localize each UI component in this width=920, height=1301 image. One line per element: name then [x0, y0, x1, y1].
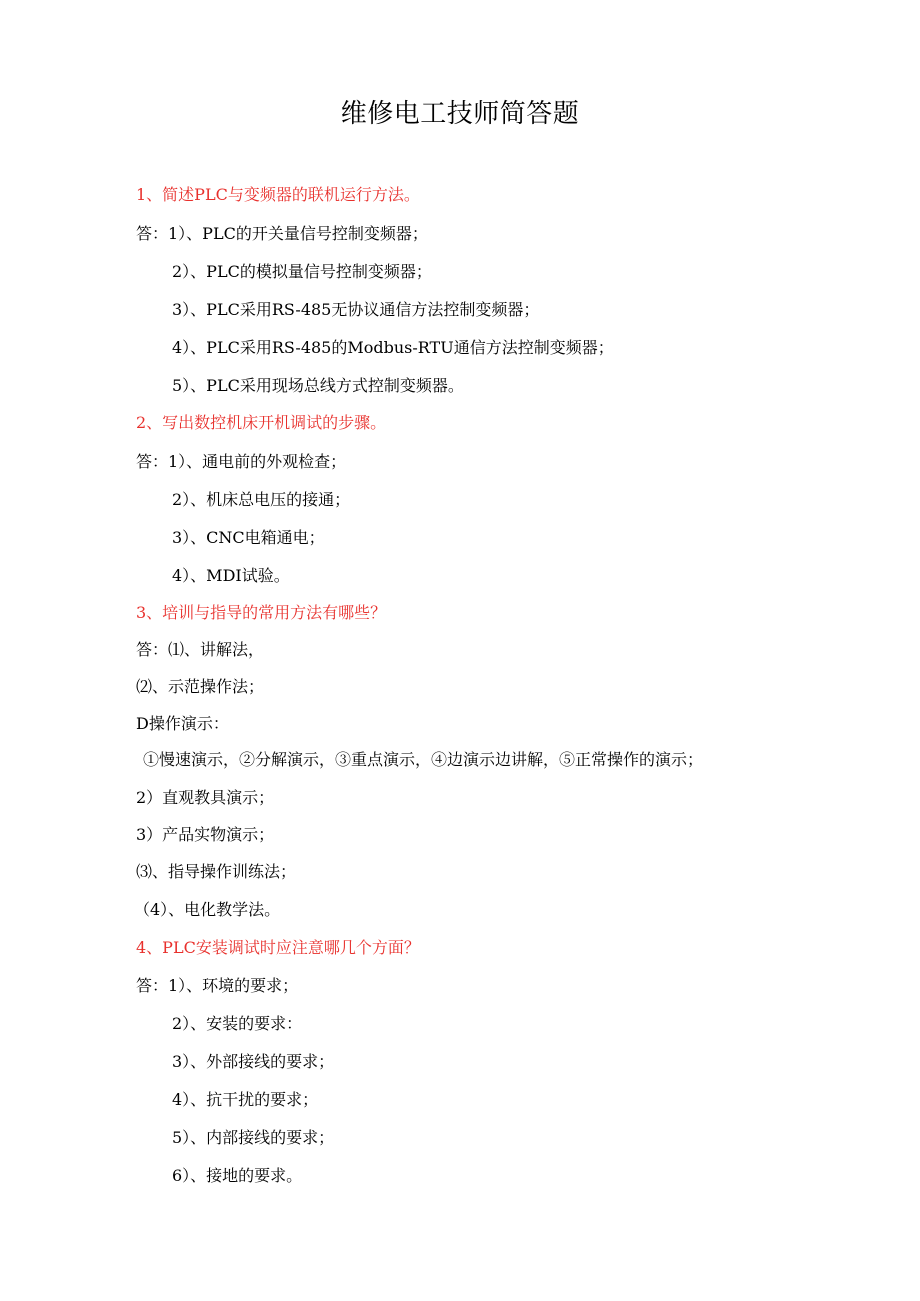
answer-line: ①慢速演示，②分解演示，③重点演示，④边演示边讲解，⑤正常操作的演示； [143, 750, 704, 769]
answer-line: 2）直观教具演示； [136, 788, 275, 807]
answer-line: 6）、接地的要求。 [172, 1166, 303, 1185]
answer-line: 3）、PLC采用RS-485无协议通信方法控制变频器； [172, 300, 540, 319]
answer-line: 答：1）、环境的要求； [136, 976, 299, 995]
question-4: 4、PLC安装调试时应注意哪几个方面？ [136, 938, 420, 957]
answer-line: D操作演示： [136, 714, 229, 733]
answer-line: 5）、内部接线的要求； [172, 1128, 335, 1147]
question-2: 2、写出数控机床开机调试的步骤。 [136, 413, 387, 432]
answer-line: （4）、电化教学法。 [134, 900, 281, 919]
answer-line: 2）、机床总电压的接通； [172, 490, 351, 509]
page-title: 维修电工技师简答题 [340, 99, 580, 129]
answer-line: 2）、PLC的模拟量信号控制变频器； [172, 262, 432, 281]
answer-line: 3）、CNC电箱通电； [172, 528, 325, 547]
question-3: 3、培训与指导的常用方法有哪些？ [136, 603, 387, 622]
answer-line: 答：1）、通电前的外观检查； [136, 452, 347, 471]
answer-line: 4）、MDI试验。 [172, 566, 290, 585]
answer-line: ⑶、指导操作训练法； [136, 862, 297, 881]
answer-line: 答：1）、PLC的开关量信号控制变频器； [136, 224, 428, 243]
answer-line: 3）、外部接线的要求； [172, 1052, 335, 1071]
answer-line: 5）、PLC采用现场总线方式控制变频器。 [172, 376, 464, 395]
answer-line: 4）、抗干扰的要求； [172, 1090, 319, 1109]
answer-line: 4）、PLC采用RS-485的Modbus-RTU通信方法控制变频器； [172, 338, 614, 357]
answer-line: 2）、安装的要求： [172, 1014, 303, 1033]
answer-line: ⑵、示范操作法； [136, 677, 265, 696]
answer-line: 答：⑴、讲解法， [136, 640, 265, 659]
question-1: 1、简述PLC与变频器的联机运行方法。 [136, 185, 420, 204]
answer-line: 3）产品实物演示； [136, 825, 275, 844]
